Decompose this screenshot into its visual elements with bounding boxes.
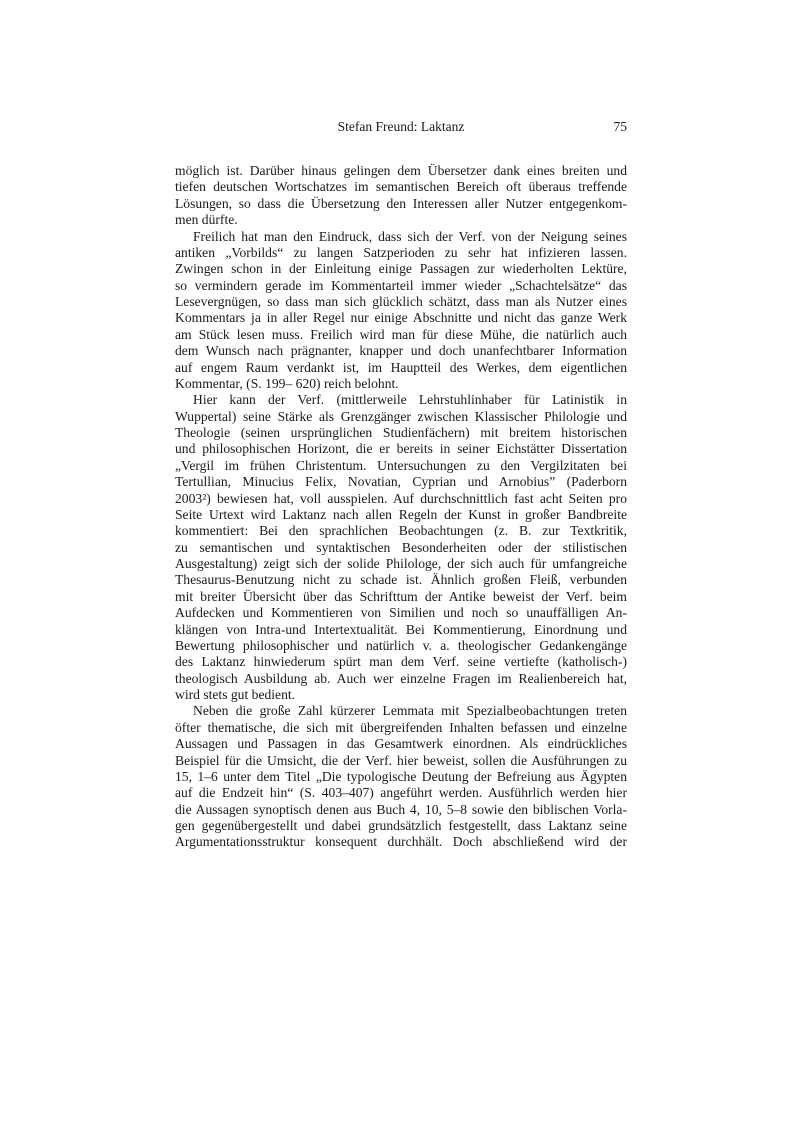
text-line: antiken „Vorbilds“ zu langen Satzperioden zu sehr hat infizieren lassen.: [175, 244, 627, 260]
text-line: am Stück lesen muss. Freilich wird man für diese Mühe, die natürlich auch: [175, 326, 627, 342]
text-line: Aufdecken und Kommentieren von Similien und noch so unauffälligen An-: [175, 605, 627, 621]
body-text: [175, 163, 627, 851]
text-line: die Aussagen synoptisch denen aus Buch 4, 10, 5–8 sowie den biblischen Vorla-: [175, 801, 627, 817]
text-line: so vermindern gerade im Kommentarteil immer wieder „Schachtelsätze“ das: [175, 277, 627, 293]
text-line: 15, 1–6 unter dem Titel „Die typologische Deutung der Befreiung aus Ägypten: [175, 768, 627, 784]
text-line: tiefen deutschen Wortschatzes im semantischen Bereich oft überaus treffende: [175, 179, 627, 195]
text-line: men dürfte.: [175, 212, 238, 228]
running-header: [175, 119, 627, 137]
text-line: auf engem Raum verdankt ist, im Hauptteil des Werkes, dem eigentlichen: [175, 359, 627, 375]
text-line: klängen von Intra-und Intertextualität. Bei Kommentierung, Einordnung und: [175, 621, 627, 637]
text-line: dem Wunsch nach prägnanter, knapper und doch unanfechtbarer Information: [175, 343, 627, 359]
paragraph: [175, 163, 627, 229]
text-line: Ausgestaltung) zeigt sich der solide Philologe, der sich auch für umfangreiche: [175, 556, 627, 571]
text-line: Wuppertal) seine Stärke als Grenzgänger zwischen Klassischer Philologie und: [175, 408, 627, 424]
paragraph: [175, 392, 627, 703]
text-line: des Laktanz hinwiederum spürt man dem Verf. seine vertiefte (katholisch-): [175, 654, 627, 670]
text-line: Thesaurus-Benutzung nicht zu schade ist. Ähnlich großen Fleiß, verbunden: [175, 572, 627, 588]
text-line: Tertullian, Minucius Felix, Novatian, Cyprian und Arnobius” (Paderborn: [175, 474, 627, 490]
text-line: Hier kann der Verf. (mittlerweile Lehrstuhlinhaber für Latinistik in: [193, 392, 627, 408]
text-line: gen gegenübergestellt und dabei grundsätzlich festgestellt, dass Laktanz seine: [175, 818, 627, 833]
paragraph: [175, 703, 627, 850]
text-line: 2003²) bewiesen hat, voll ausspielen. Auf durchschnittlich fast acht Seiten pro: [175, 490, 627, 506]
text-line: Lesevergnügen, so dass man sich glücklich schätzt, dass man als Nutzer eines: [175, 294, 627, 309]
text-line: Seite Urtext wird Laktanz nach allen Regeln der Kunst in großer Bandbreite: [175, 506, 627, 522]
text-line: auf die Endzeit hin“ (S. 403–407) angeführt werden. Ausführlich werden hier: [175, 785, 627, 801]
text-line: Freilich hat man den Eindruck, dass sich der Verf. von der Neigung seines: [193, 228, 627, 244]
text-line: kommentiert: Bei den sprachlichen Beobachtungen (z. B. zur Textkritik,: [175, 523, 627, 539]
text-line: Theologie (seinen ursprünglichen Studienfächern) mit breitem historischen: [175, 425, 627, 440]
text-line: Kommentars ja in aller Regel nur einige Abschnitte und nicht das ganze Werk: [175, 310, 627, 326]
running-title: Stefan Freund: Laktanz: [337, 119, 465, 134]
text-line: „Vergil im frühen Christentum. Untersuchungen zu den Vergilzitaten bei: [175, 457, 627, 473]
text-line: Lösungen, so dass die Übersetzung den Interessen aller Nutzer entgegenkom-: [175, 195, 627, 211]
text-line: Neben die große Zahl kürzerer Lemmata mit Spezialbeobachtungen treten: [193, 703, 627, 719]
text-line: theologisch Ausbildung ab. Auch wer einzelne Fragen im Realienbereich hat,: [175, 670, 627, 686]
text-line: Zwingen schon in der Einleitung einige Passagen zur wiederholten Lektüre,: [175, 261, 627, 277]
paragraph: [175, 229, 627, 393]
text-line: Kommentar, (S. 199– 620) reich belohnt.: [175, 375, 399, 391]
text-line: und philosophischen Horizont, die er bereits in seiner Eichstätter Dissertation: [175, 441, 627, 457]
page-number: 75: [613, 119, 627, 134]
text-line: möglich ist. Darüber hinaus gelingen dem Übersetzer dank eines breiten und: [175, 163, 627, 178]
text-line: Beispiel für die Umsicht, die der Verf. hier beweist, sollen die Ausführungen zu: [175, 752, 627, 768]
text-line: mit breiter Übersicht über das Schrifttum der Antike beweist der Verf. beim: [175, 588, 627, 604]
text-line: wird stets gut bedient.: [175, 687, 296, 702]
text-line: zu semantischen und syntaktischen Besonderheiten oder der stilistischen: [175, 539, 627, 555]
text-line: Bewertung philosophischer und natürlich v. a. theologischer Gedankengänge: [175, 637, 627, 653]
text-line: öfter thematische, die sich mit übergreifenden Inhalten befassen und einzelne: [175, 719, 627, 735]
text-line: Aussagen und Passagen in das Gesamtwerk einordnen. Als eindrückliches: [175, 736, 627, 752]
text-line: Argumentationsstruktur konsequent durchhält. Doch abschließend wird der: [175, 834, 627, 850]
